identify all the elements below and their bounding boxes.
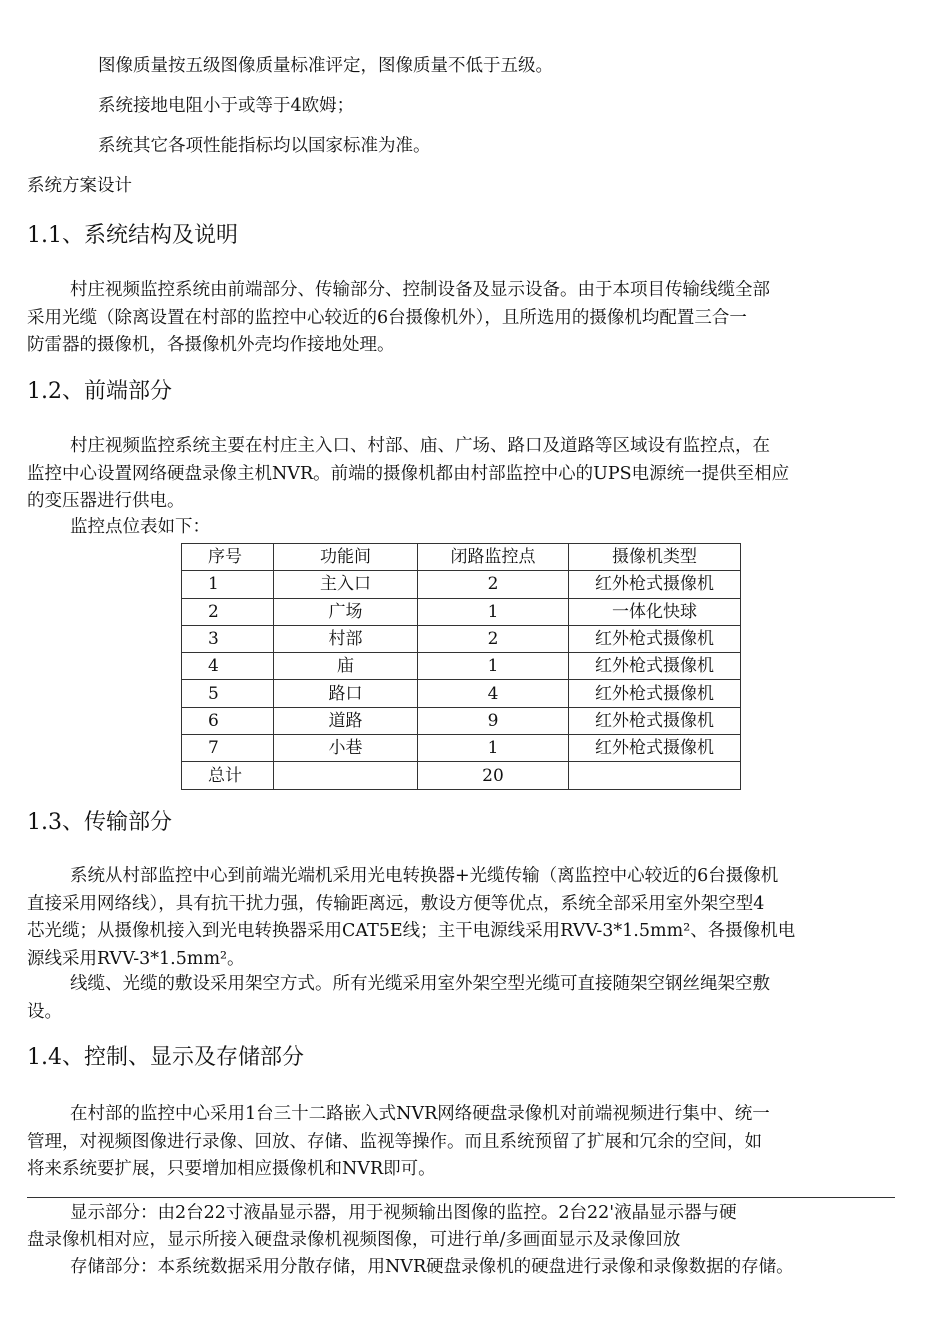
intro-line-1: 图像质量按五级图像质量标准评定，图像质量不低于五级。 bbox=[98, 56, 553, 76]
cell: 9 bbox=[418, 707, 569, 734]
storage-line: 存储部分：本系统数据采用分散存储，用NVR硬盘录像机的硬盘进行录像和录像数据的存储。 bbox=[70, 1257, 794, 1277]
paragraph-line: 防雷器的摄像机，各摄像机外壳均作接地处理。 bbox=[27, 335, 395, 355]
paragraph-1-3-a bbox=[27, 863, 795, 973]
col-header-function: 功能间 bbox=[274, 544, 418, 571]
cell bbox=[274, 762, 418, 789]
heading-1-4: 1.4、控制、显示及存储部分 bbox=[27, 1045, 304, 1070]
paragraph-1-4 bbox=[27, 1101, 770, 1184]
paragraph-line: 在村部的监控中心采用1台三十二路嵌入式NVR网络硬盘录像机对前端视频进行集中、统一 bbox=[70, 1104, 770, 1124]
cell: 1 bbox=[418, 735, 569, 762]
table-intro: 监控点位表如下： bbox=[70, 517, 210, 537]
monitoring-points-table bbox=[181, 543, 741, 790]
divider-line bbox=[27, 1197, 895, 1198]
paragraph-line: 系统从村部监控中心到前端光端机采用光电转换器+光缆传输（离监控中心较近的6台摄像机 bbox=[70, 866, 779, 886]
cell: 广场 bbox=[274, 598, 418, 625]
cell: 红外枪式摄像机 bbox=[569, 653, 741, 680]
section-title: 系统方案设计 bbox=[27, 176, 132, 196]
cell: 4 bbox=[182, 653, 274, 680]
cell: 红外枪式摄像机 bbox=[569, 735, 741, 762]
cell: 庙 bbox=[274, 653, 418, 680]
table-row bbox=[182, 571, 741, 598]
paragraph-line: 将来系统要扩展，只要增加相应摄像机和NVR即可。 bbox=[27, 1159, 436, 1179]
cell: 主入口 bbox=[274, 571, 418, 598]
paragraph-line: 村庄视频监控系统主要在村庄主入口、村部、庙、广场、路口及道路等区域设有监控点，在 bbox=[70, 436, 770, 456]
cell: 2 bbox=[418, 625, 569, 652]
paragraph-line: 管理，对视频图像进行录像、回放、存储、监视等操作。而且系统预留了扩展和冗余的空间，如 bbox=[27, 1131, 762, 1152]
paragraph-line: 监控中心设置网络硬盘录像主机NVR。前端的摄像机都由村部监控中心的UPS电源统一提供至相应 bbox=[27, 463, 790, 484]
cell: 红外枪式摄像机 bbox=[569, 571, 741, 598]
cell: 6 bbox=[182, 707, 274, 734]
paragraph-line: 芯光缆；从摄像机接入到光电转换器采用CAT5E线；主干电源线采用RVV-3*1.5mm²、各摄像机电 bbox=[27, 921, 796, 941]
table-row bbox=[182, 625, 741, 652]
paragraph-line: 村庄视频监控系统由前端部分、传输部分、控制设备及显示设备。由于本项目传输线缆全部 bbox=[70, 280, 770, 300]
display-paragraph bbox=[27, 1200, 794, 1281]
paragraph-line: 源线采用RVV-3*1.5mm²。 bbox=[27, 948, 245, 969]
cell: 村部 bbox=[274, 625, 418, 652]
table-header-row bbox=[182, 544, 741, 571]
cell: 路口 bbox=[274, 680, 418, 707]
cell: 小巷 bbox=[274, 735, 418, 762]
paragraph-line: 直接采用网络线），具有抗干扰力强，传输距离远，敷设方便等优点，系统全部采用室外架空型4 bbox=[27, 893, 765, 914]
col-header-index: 序号 bbox=[182, 544, 274, 571]
paragraph-line: 设。 bbox=[27, 1001, 62, 1022]
cell: 红外枪式摄像机 bbox=[569, 680, 741, 707]
paragraph-1-2 bbox=[27, 433, 789, 516]
cell: 4 bbox=[418, 680, 569, 707]
heading-1-1: 1.1、系统结构及说明 bbox=[27, 223, 238, 248]
cell: 红外枪式摄像机 bbox=[569, 625, 741, 652]
paragraph-line: 线缆、光缆的敷设采用架空方式。所有光缆采用室外架空型光缆可直接随架空钢丝绳架空敷 bbox=[70, 974, 770, 994]
total-value: 20 bbox=[418, 762, 569, 789]
col-header-camera-type: 摄像机类型 bbox=[569, 544, 741, 571]
heading-1-2: 1.2、前端部分 bbox=[27, 379, 172, 404]
intro-line-2: 系统接地电阻小于或等于4欧姆； bbox=[98, 96, 355, 116]
paragraph-line: 采用光缆（除离设置在村部的监控中心较近的6台摄像机外），且所选用的摄像机均配置三合一 bbox=[27, 307, 747, 328]
paragraph-1-1 bbox=[27, 277, 770, 360]
table-row bbox=[182, 707, 741, 734]
col-header-points: 闭路监控点 bbox=[418, 544, 569, 571]
table-total-row bbox=[182, 762, 741, 789]
cell: 2 bbox=[418, 571, 569, 598]
cell: 5 bbox=[182, 680, 274, 707]
paragraph-1-3-b bbox=[27, 971, 770, 1026]
cell: 一体化快球 bbox=[569, 598, 741, 625]
table-row bbox=[182, 735, 741, 762]
cell: 道路 bbox=[274, 707, 418, 734]
paragraph-line: 的变压器进行供电。 bbox=[27, 491, 185, 511]
table-row bbox=[182, 680, 741, 707]
paragraph-line: 盘录像机相对应，显示所接入硬盘录像机视频图像，可进行单/多画面显示及录像回放 bbox=[27, 1230, 681, 1250]
cell: 红外枪式摄像机 bbox=[569, 707, 741, 734]
table-row bbox=[182, 653, 741, 680]
cell: 1 bbox=[182, 571, 274, 598]
heading-1-3: 1.3、传输部分 bbox=[27, 810, 172, 835]
cell: 1 bbox=[418, 598, 569, 625]
paragraph-line: 显示部分：由2台22寸液晶显示器，用于视频输出图像的监控。2台22'液晶显示器与硬 bbox=[70, 1203, 737, 1223]
total-label: 总计 bbox=[182, 762, 274, 789]
cell: 1 bbox=[418, 653, 569, 680]
cell: 3 bbox=[182, 625, 274, 652]
table-row bbox=[182, 598, 741, 625]
cell: 2 bbox=[182, 598, 274, 625]
cell bbox=[569, 762, 741, 789]
intro-line-3: 系统其它各项性能指标均以国家标准为准。 bbox=[98, 136, 431, 156]
cell: 7 bbox=[182, 735, 274, 762]
